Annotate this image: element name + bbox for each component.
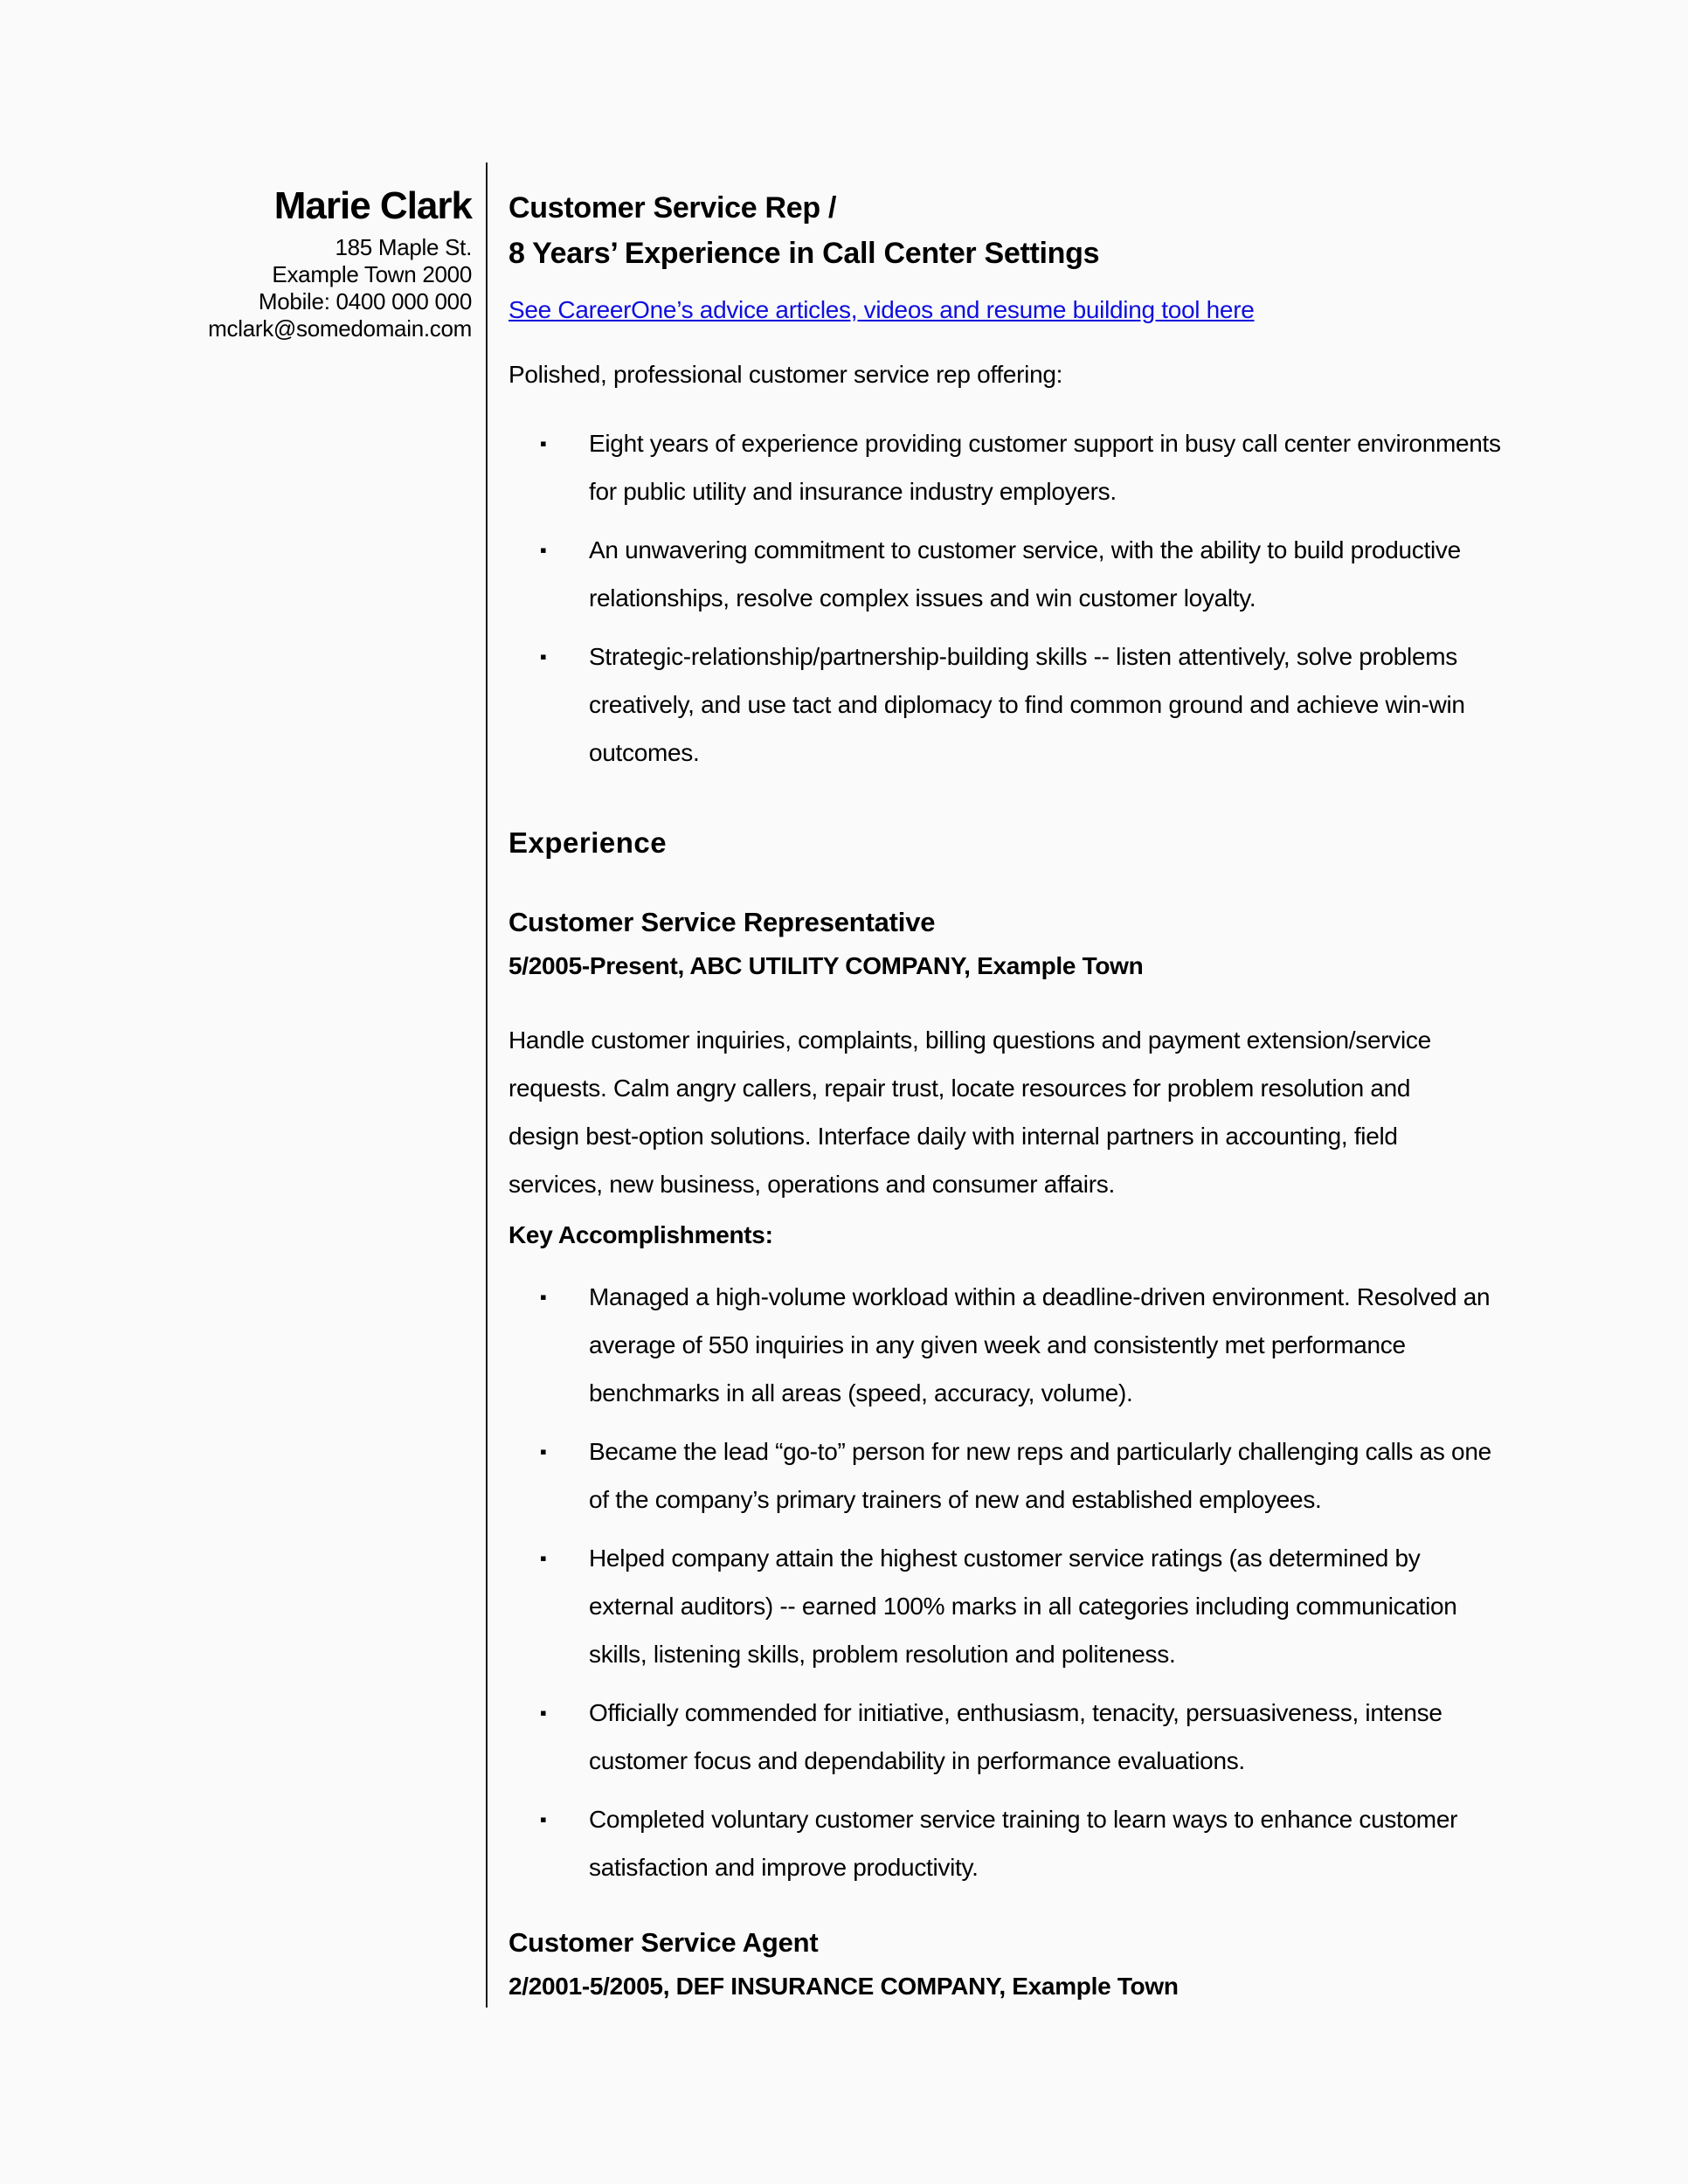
bullet-text: Managed a high-volume workload within a deadline-driven environment. Resolved an average of 550 inquiries in any given week and consistently met performance benchmarks in all areas (speed, accuracy, volume). (589, 1283, 1491, 1406)
bullet-square-icon: ▪ (540, 1547, 547, 1569)
accomplishment-item (540, 1427, 1527, 1524)
job-description: Handle customer inquiries, complaints, billing questions and payment extension/service requests. Calm angry callers, repair trust, locate resources for problem resolution and design best-option solutions. Interface daily with internal partners in accounting, field services, new business, operations and consumer affairs. (508, 1026, 1431, 1198)
bullet-square-icon: ▪ (540, 432, 547, 454)
bullet-text: Completed voluntary customer service training to learn ways to enhance customer satisfaction and improve productivity. (589, 1806, 1458, 1881)
bullet-square-icon: ▪ (540, 1808, 547, 1830)
mobile-line: Mobile: 0400 000 000 (258, 288, 472, 314)
summary-bullet (540, 632, 1527, 777)
bullet-text: Eight years of experience providing customer support in busy call center environments for public utility and insurance industry employers. (589, 430, 1501, 505)
resume-body (112, 162, 1527, 2008)
resume-title-line-2: 8 Years’ Experience in Call Center Settings (508, 237, 1100, 270)
address-line-2: Example Town 2000 (272, 261, 472, 287)
bullet-text: Helped company attain the highest customer service ratings (as determined by external auditors) -- earned 100% marks in all categories including communication skills, listening skills, problem resolution and politeness. (589, 1545, 1457, 1668)
accomplishment-item (540, 1689, 1527, 1785)
person-name: Marie Clark (273, 184, 472, 227)
key-accomplishments-heading: Key Accomplishments: (508, 1221, 773, 1248)
bullet-square-icon: ▪ (540, 1286, 547, 1308)
bullet-text: Strategic-relationship/partnership-building skills -- listen attentively, solve problems creatively, and use tact and diplomacy to find common ground and achieve win-win outcomes. (589, 643, 1465, 766)
job-meta-agent: 2/2001-5/2005, DEF INSURANCE COMPANY, Example Town (508, 1973, 1179, 2000)
bullet-text: An unwavering commitment to customer service, with the ability to build productive relationships, resolve complex issues and win customer loyalty. (589, 536, 1461, 612)
accomplishments-list (508, 1273, 1527, 1891)
summary-bullet (540, 419, 1527, 515)
bullet-text: Officially commended for initiative, enthusiasm, tenacity, persuasiveness, intense customer focus and dependability in performance evaluations. (589, 1699, 1442, 1774)
careerone-link[interactable]: See CareerOne’s advice articles, videos and resume building tool here (508, 296, 1255, 323)
job-meta-representative: 5/2005-Present, ABC UTILITY COMPANY, Example Town (508, 952, 1144, 979)
bullet-square-icon: ▪ (540, 539, 547, 561)
summary-bullet (540, 526, 1527, 622)
job-title-representative: Customer Service Representative (508, 907, 936, 937)
summary-intro: Polished, professional customer service rep offering: (508, 361, 1063, 388)
experience-heading: Experience (508, 826, 668, 859)
email-line: mclark@somedomain.com (208, 315, 472, 342)
bullet-square-icon: ▪ (540, 646, 547, 667)
bullet-text: Became the lead “go-to” person for new reps and particularly challenging calls as one of the company’s primary trainers of new and established employees. (589, 1438, 1491, 1513)
accomplishment-item (540, 1534, 1527, 1678)
job-title-agent: Customer Service Agent (508, 1927, 819, 1958)
bullet-square-icon: ▪ (540, 1441, 547, 1462)
main-column (488, 162, 1527, 2008)
resume-title (508, 185, 1527, 276)
contact-column (112, 162, 486, 2008)
accomplishment-item (540, 1273, 1527, 1417)
resume-title-line-1: Customer Service Rep / (508, 191, 837, 225)
contact-block (112, 234, 472, 342)
accomplishment-item (540, 1795, 1527, 1891)
address-line-1: 185 Maple St. (335, 234, 472, 260)
summary-bullet-list (508, 419, 1527, 777)
bullet-square-icon: ▪ (540, 1702, 547, 1724)
